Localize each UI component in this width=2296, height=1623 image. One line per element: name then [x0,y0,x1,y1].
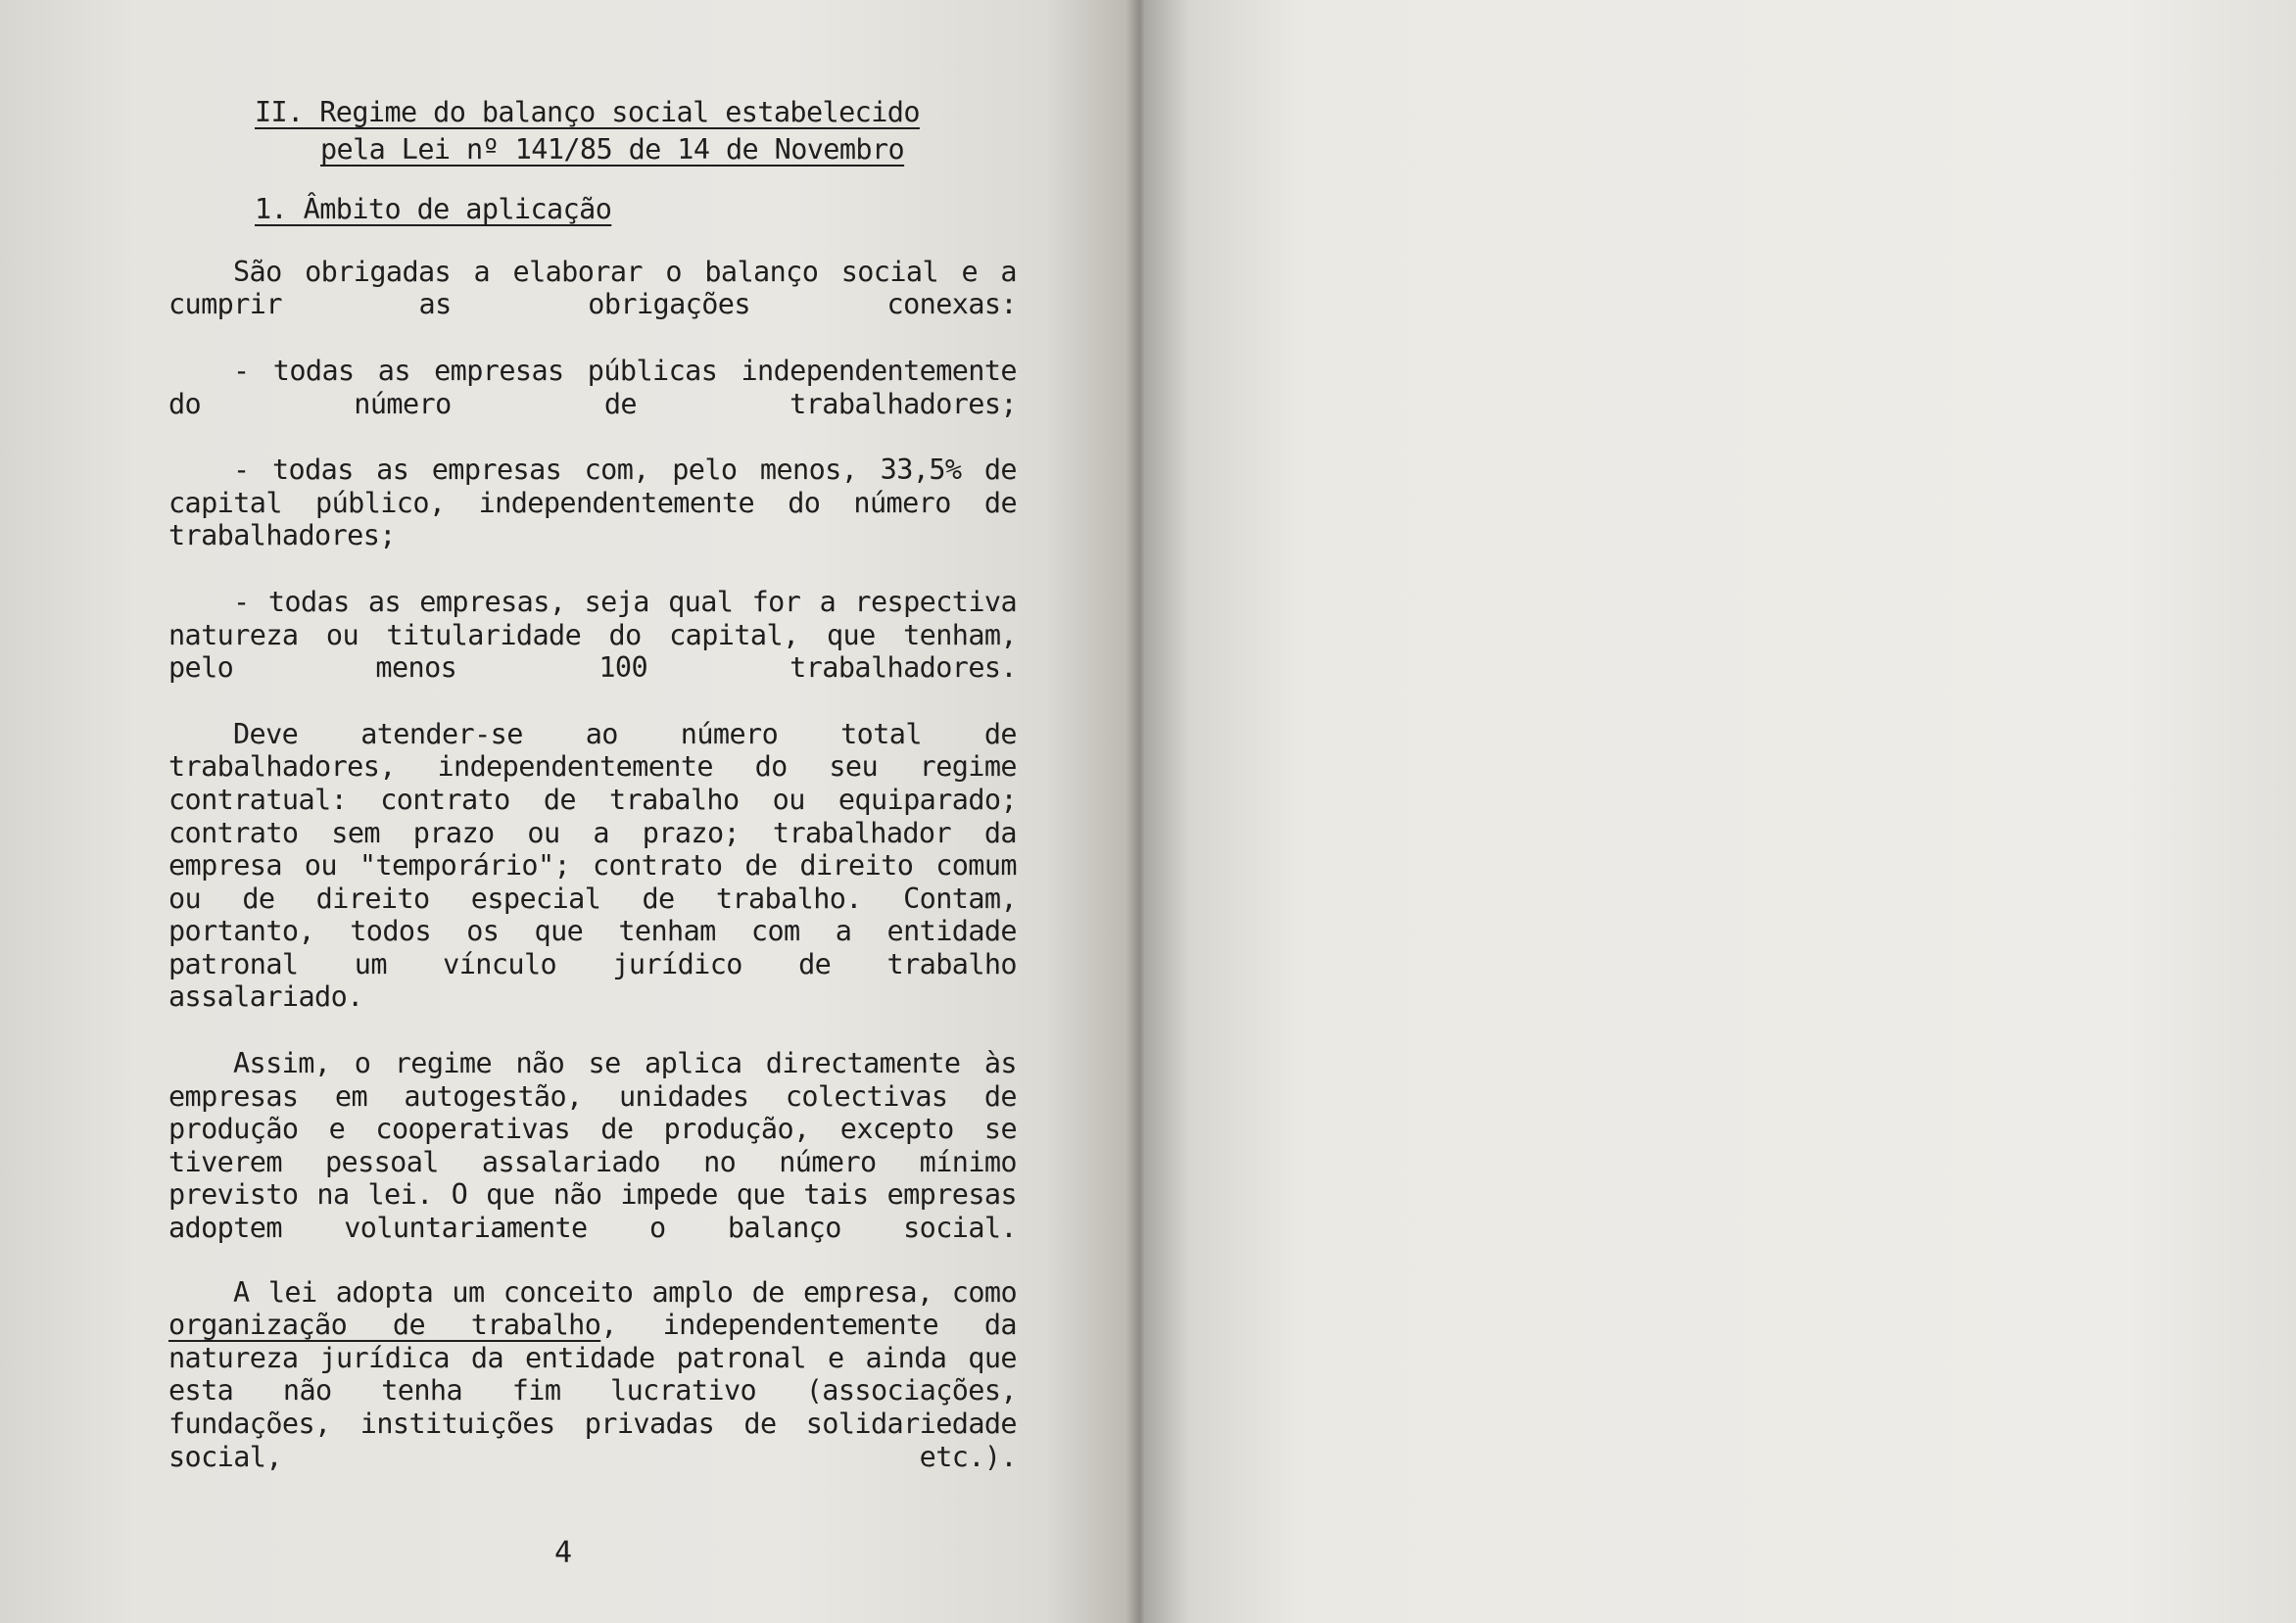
right-page [1144,0,2296,1623]
list-item: - todas as empresas públicas independentemente do número de trabalhadores; [168,354,1017,420]
left-page-text [168,96,1017,1473]
section-title-line1: II. Regime do balanço social estabelecido [255,96,920,128]
subsection-title: 1. Âmbito de aplicação [255,193,612,226]
section-title-line2: pela Lei nº 141/85 de 14 de Novembro [320,132,905,166]
paragraph-assim: Assim, o regime não se aplica directamente às empresas em autogestão, unidades colectivas de produção e cooperativas de produção, excepto se tiverem pessoal assalariado no número mínimo previsto na lei. O que não impede que tais empresas adoptem voluntariamente o balanço social. [168,1047,1017,1245]
left-page [0,0,1136,1623]
paragraph-lei: A lei adopta um conceito amplo de empresa, como organização de trabalho, independentemente da natureza jurídica da entidade patronal e ainda que esta não tenha fim lucrativo (associações, fundações, instituições privadas de solidariedade social, etc.). [168,1275,1017,1473]
list-item: - todas as empresas, seja qual for a respectiva natureza ou titularidade do capital, que tenham, pelo menos 100 trabalhadores. [168,585,1017,685]
paragraph-intro: São obrigadas a elaborar o balanço social e a cumprir as obrigações conexas: [168,255,1017,321]
list-item: - todas as empresas com, pelo menos, 33,5% de capital público, independentemente do número de trabalhadores; [168,453,1017,552]
paragraph-total-trabalhadores: Deve atender-se ao número total de trabalhadores, independentemente do seu regime contratual: contrato de trabalho ou equiparado; contrato sem prazo ou a prazo; trabalhador da empresa ou "temporário"; contrato de direito comum ou de direito especial de trabalho. Contam, portanto, todos os que tenham com a entidade patronal um vínculo jurídico de trabalho assalariado. [168,717,1017,1014]
page-number: 4 [554,1536,573,1570]
underlined-term: organização de trabalho [168,1309,601,1342]
